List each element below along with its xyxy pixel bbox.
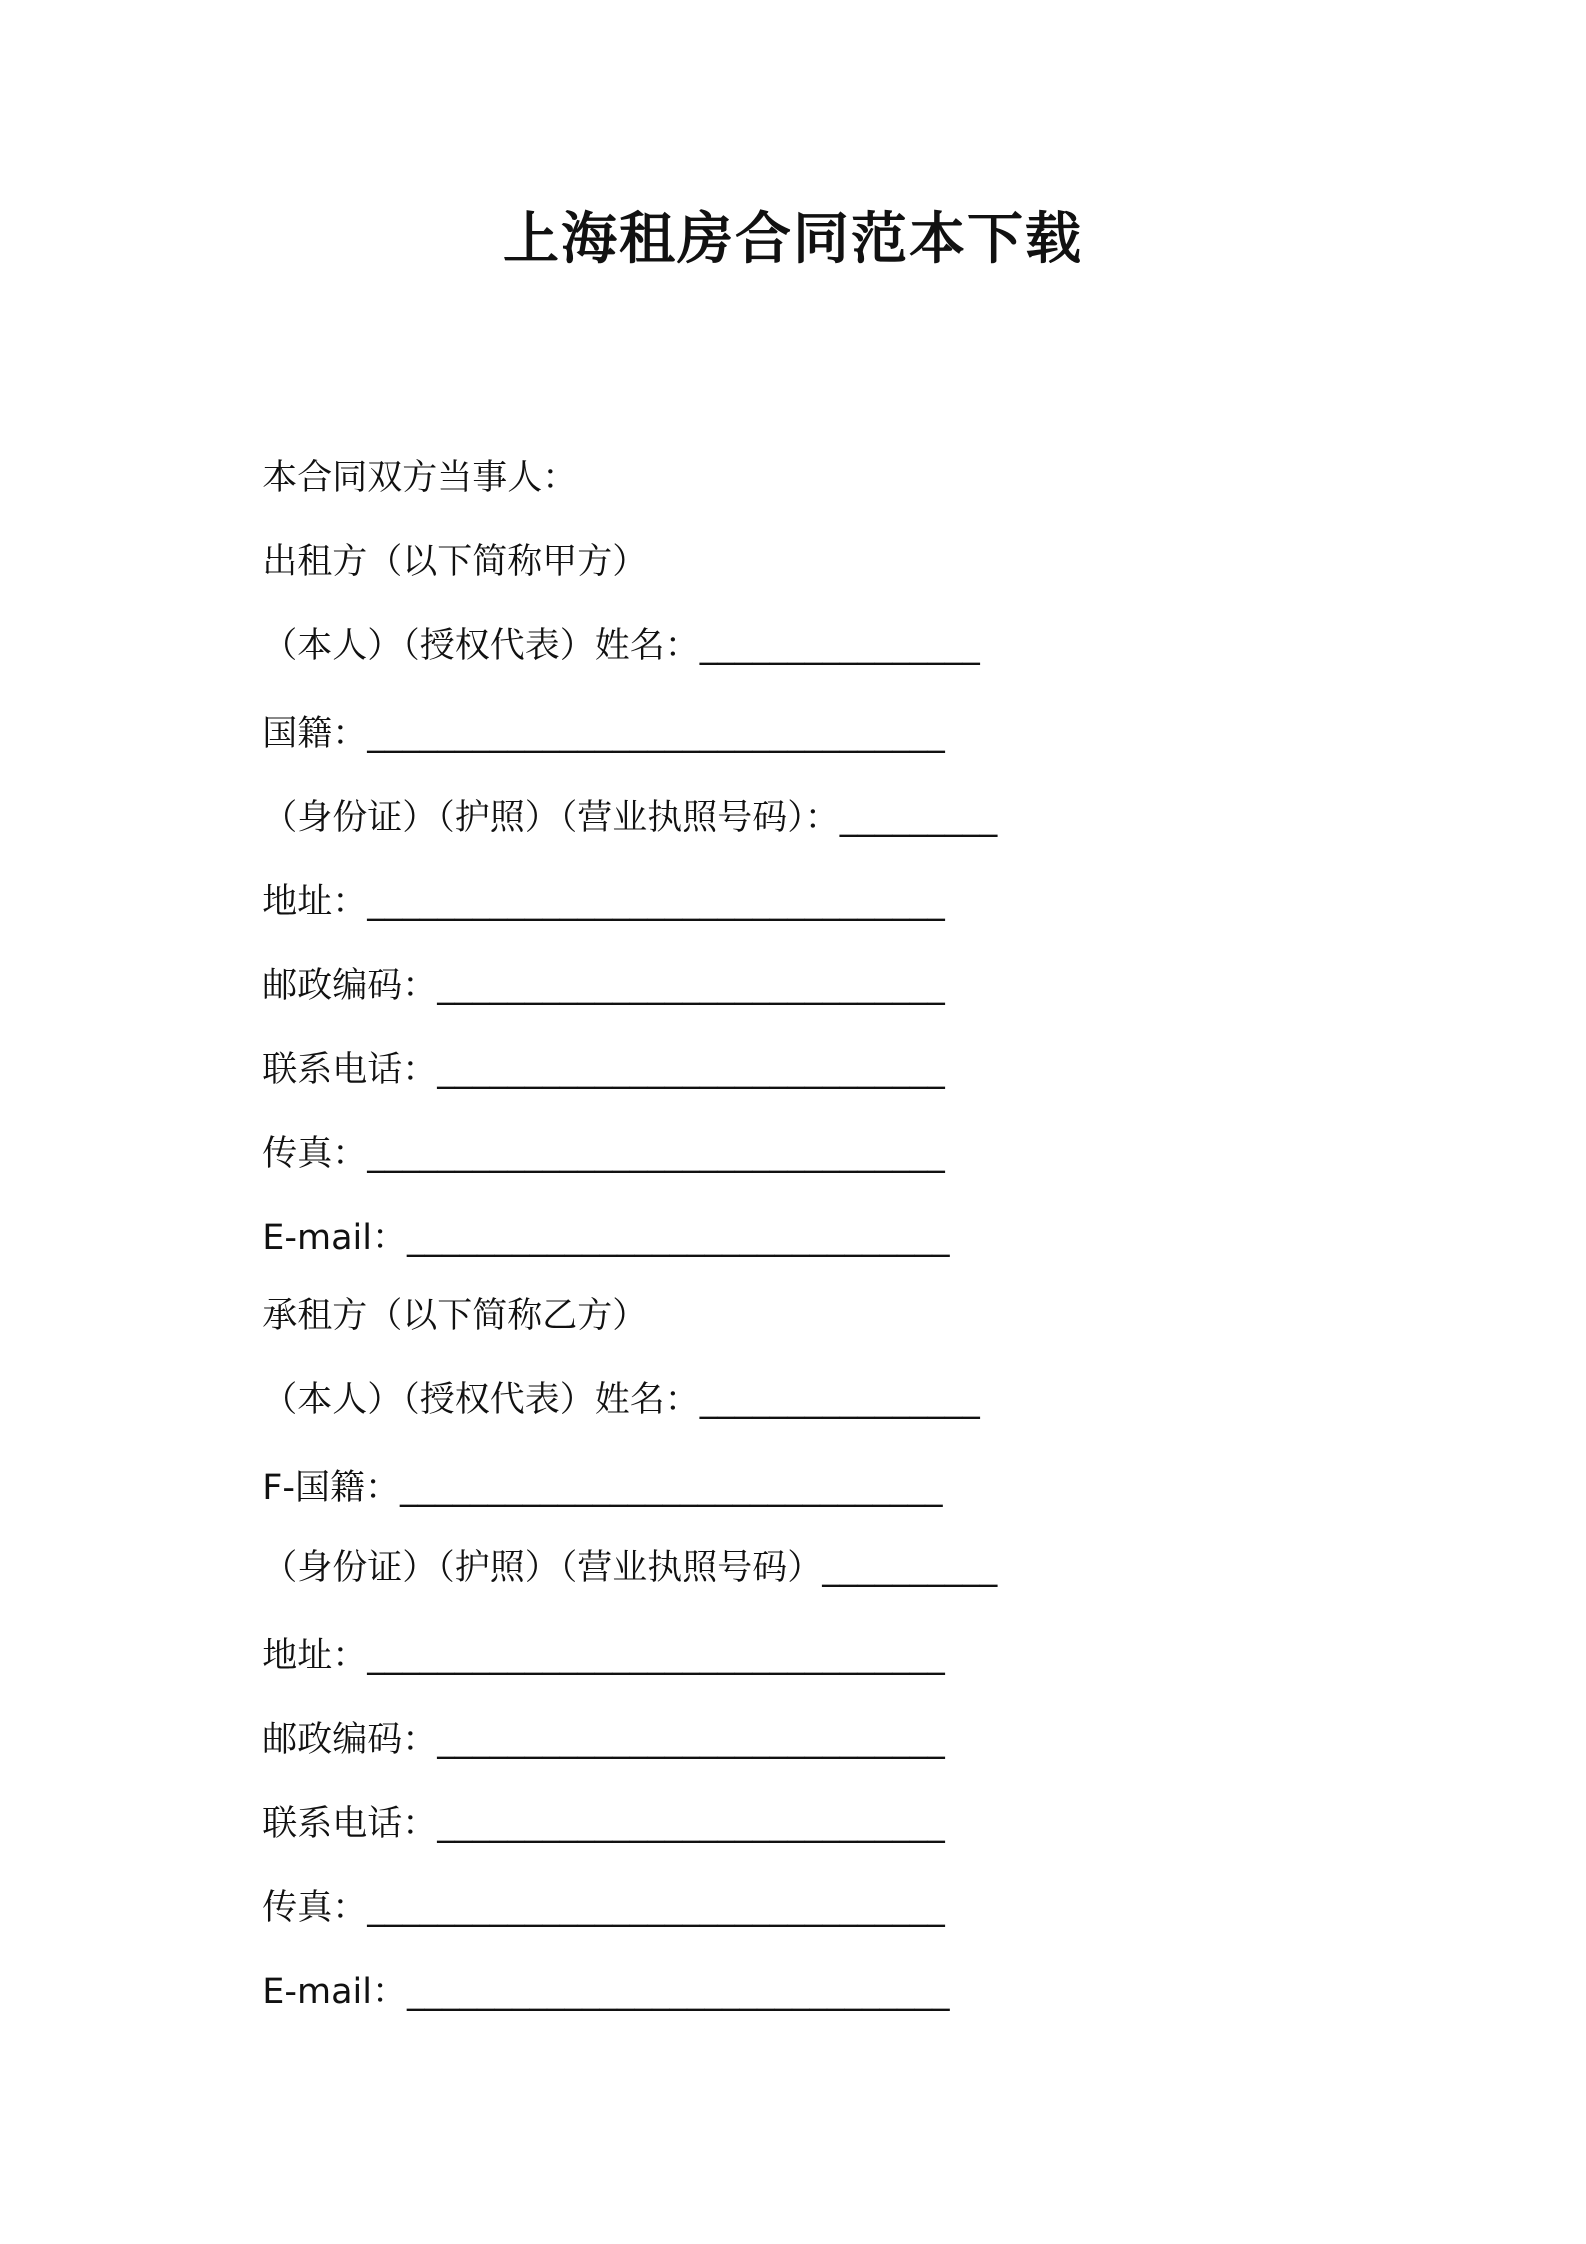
lessee-id-label: （身份证）（护照）（营业执照号码） (262, 1548, 823, 1588)
lessee-name-field (240, 1334, 980, 1422)
lessor-email-field (240, 1172, 950, 1260)
lessee-email-label: E-mail： (262, 1972, 407, 2012)
document-title: 上海租房合同范本下载 (503, 207, 1083, 272)
lessee-heading-text: 承租方（以下简称乙方） (262, 1296, 648, 1336)
lessor-phone-field (240, 1004, 945, 1092)
lessor-nationality-blank[interactable]: _________________________________ (367, 714, 945, 754)
lessor-phone-blank[interactable]: _____________________________ (437, 1050, 945, 1090)
lessee-heading (240, 1250, 647, 1338)
lessor-fax-label: 传真： (262, 1134, 368, 1174)
lessor-email-label: E-mail： (262, 1218, 407, 1258)
lessee-address-blank[interactable]: _________________________________ (367, 1636, 945, 1676)
lessee-address-label: 地址： (262, 1636, 368, 1676)
lessee-fax-blank[interactable]: _________________________________ (367, 1888, 945, 1928)
lessor-phone-label: 联系电话： (262, 1050, 438, 1090)
lessor-fax-blank[interactable]: _________________________________ (367, 1134, 945, 1174)
lessee-fax-field (240, 1842, 945, 1930)
lessor-name-label: （本人）（授权代表）姓名： (262, 626, 700, 666)
lessee-nationality-label: F-国籍： (262, 1468, 401, 1508)
lessee-name-blank[interactable]: ________________ (699, 1380, 980, 1420)
lessee-id-blank[interactable]: __________ (822, 1548, 998, 1588)
intro-text: 本合同双方当事人： (262, 458, 578, 498)
lessor-name-blank[interactable]: ________________ (699, 626, 980, 666)
lessee-postcode-field (240, 1674, 945, 1762)
lessor-nationality-label: 国籍： (262, 714, 368, 754)
lessee-email-blank[interactable]: _______________________________ (407, 1972, 950, 2012)
lessor-heading-text: 出租方（以下简称甲方） (262, 542, 648, 582)
lessee-phone-field (240, 1758, 945, 1846)
lessee-nationality-field (240, 1422, 943, 1510)
lessor-name-field (240, 580, 980, 668)
lessor-fax-field (240, 1088, 945, 1176)
lessor-id-label: （身份证）（护照）（营业执照号码）： (262, 798, 840, 838)
lessee-id-field (240, 1502, 997, 1590)
lessee-email-field (240, 1926, 950, 2014)
lessor-address-label: 地址： (262, 882, 368, 922)
lessee-postcode-blank[interactable]: _____________________________ (437, 1720, 945, 1760)
lessee-phone-blank[interactable]: _____________________________ (437, 1804, 945, 1844)
lessor-id-blank[interactable]: _________ (839, 798, 998, 838)
lessee-fax-label: 传真： (262, 1888, 368, 1928)
lessor-id-field (240, 752, 997, 840)
lessee-postcode-label: 邮政编码： (262, 1720, 438, 1760)
lessee-nationality-blank[interactable]: _______________________________ (400, 1468, 943, 1508)
lessor-heading (240, 496, 647, 584)
lessor-postcode-field (240, 920, 945, 1008)
lessor-address-blank[interactable]: _________________________________ (367, 882, 945, 922)
lessor-postcode-blank[interactable]: _____________________________ (437, 966, 945, 1006)
intro-line (240, 412, 577, 500)
lessor-address-field (240, 836, 945, 924)
lessor-postcode-label: 邮政编码： (262, 966, 438, 1006)
lessee-phone-label: 联系电话： (262, 1804, 438, 1844)
lessor-email-blank[interactable]: _______________________________ (407, 1218, 950, 1258)
lessee-address-field (240, 1590, 945, 1678)
lessor-nationality-field (240, 668, 945, 756)
lessee-name-label: （本人）（授权代表）姓名： (262, 1380, 700, 1420)
